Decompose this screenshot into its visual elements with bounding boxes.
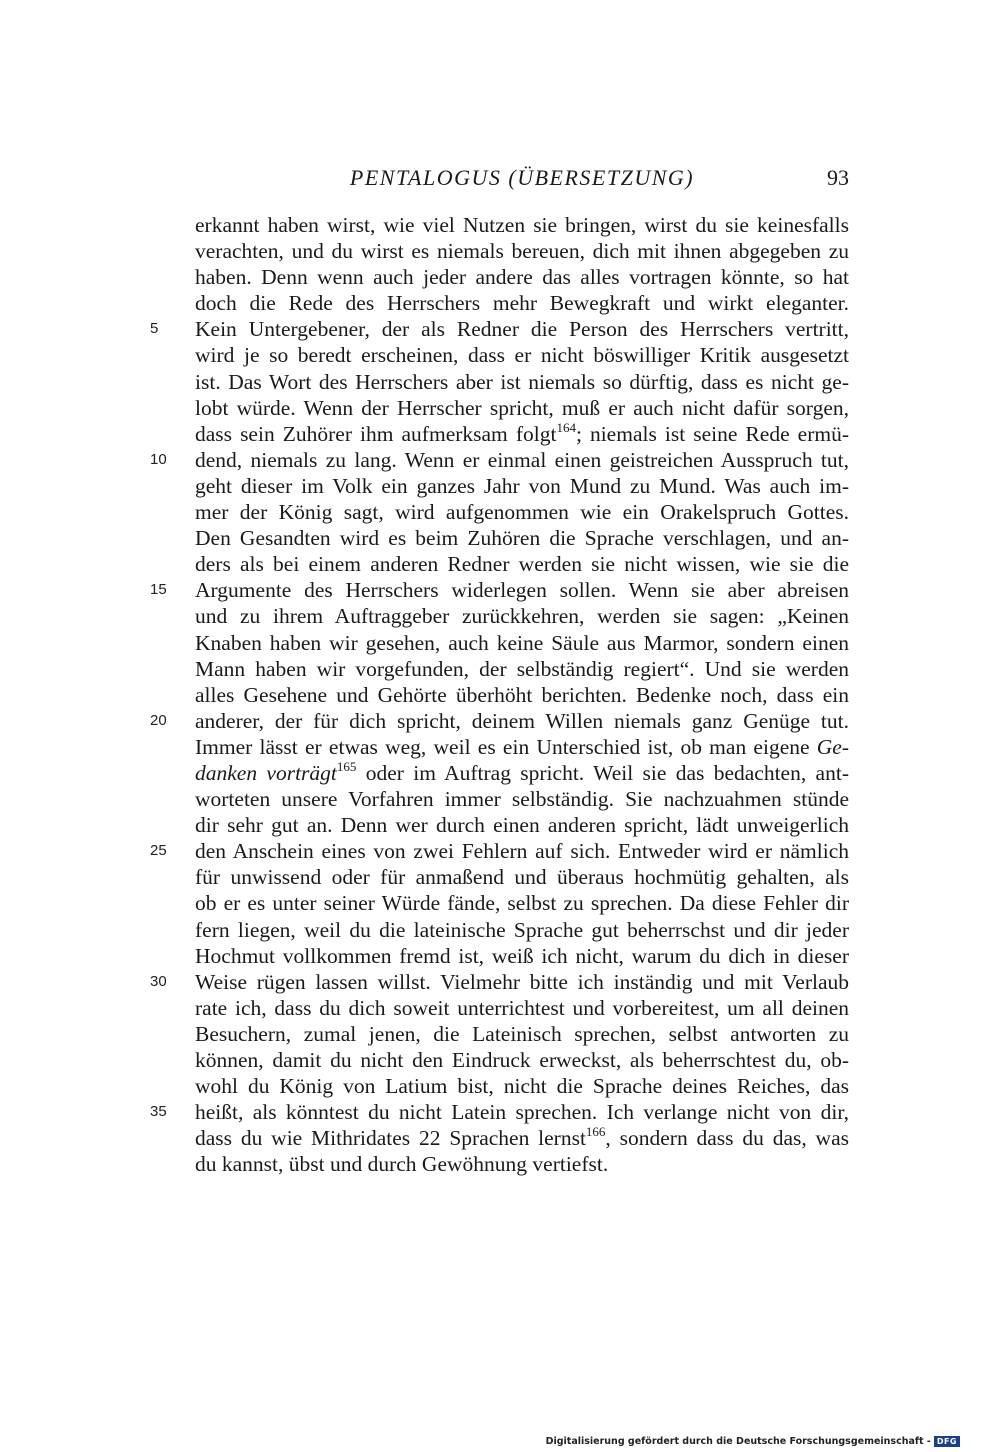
text-segment: anderer, der für dich spricht, deinem Willen niemals ganz Genüge tut. [195,708,849,733]
line-number: 15 [150,581,167,599]
text-line [195,995,849,1021]
text-segment: haben. Denn wenn auch jeder andere das alles vortragen könnte, so hat [195,265,849,290]
text-line [195,812,849,838]
text-line [195,943,849,969]
text-line [150,838,849,864]
text-line [150,1099,849,1125]
dfg-logo-icon: DFG [934,1436,960,1447]
text-segment: Den Gesandten wird es beim Zuhören die Sprache verschlagen, und an- [195,526,849,551]
italic-text: danken vorträgt [195,760,337,785]
text-segment: Besuchern, zumal jenen, die Lateinisch sprechen, selbst antworten zu [195,1021,849,1046]
text-line [195,264,849,290]
text-segment: doch die Rede des Herrschers mehr Bewegkraft und wirkt eleganter. [195,291,849,316]
text-line [195,786,849,812]
text-segment: Knaben haben wir gesehen, auch keine Säule aus Marmor, sondern einen [195,630,849,655]
text-segment: dend, niemals zu lang. Wenn er einmal einen geistreichen Ausspruch tut, [195,447,849,472]
body-text [150,212,849,1177]
text-segment: verachten, und du wirst es niemals bereuen, dich mit ihnen abgegeben zu [195,239,849,264]
text-segment: , sondern dass du das, was [605,1126,849,1151]
footnote-marker: 165 [336,758,357,774]
text-segment: dass sein Zuhörer ihm aufmerksam folgt [195,421,557,446]
text-line [195,656,849,682]
text-segment: fern liegen, weil du die lateinische Sprache gut beherrschst und dir jeder [195,917,849,942]
page-number: 93 [827,165,849,190]
line-number: 20 [150,711,167,729]
text-line [195,734,849,760]
funding-footer [546,1433,960,1449]
text-segment: alles Gesehene und Gehörte überhöht berichten. Bedenke noch, dass ein [195,682,849,707]
text-line [195,1125,849,1151]
text-line [195,630,849,656]
text-line [195,551,849,577]
text-line [195,1021,849,1047]
text-segment: dir sehr gut an. Denn wer durch einen anderen spricht, lädt unweigerlich [195,813,849,838]
text-segment: ist. Das Wort des Herrschers aber ist niemals so dürftig, dass es nicht ge- [195,369,849,394]
text-segment: den Anschein eines von zwei Fehlern auf sich. Entweder wird er nämlich [195,839,849,864]
line-number: 5 [150,320,159,338]
text-line [195,525,849,551]
text-line [195,290,849,316]
text-line [195,760,849,786]
text-segment: du kannst, übst und durch Gewöhnung vertiefst. [195,1152,609,1177]
text-line [195,1073,849,1099]
text-segment: Hochmut vollkommen fremd ist, weiß ich nicht, warum du dich in dieser [195,943,849,968]
line-number: 25 [150,842,167,860]
text-segment: Argumente des Herrschers widerlegen sollen. Wenn sie aber abreisen [195,578,849,603]
line-number: 35 [150,1103,167,1121]
text-segment: Immer lässt er etwas weg, weil es ein Unterschied ist, ob man eigene [195,734,817,759]
text-segment: Weise rügen lassen willst. Vielmehr bitte ich inständig und mit Verlaub [195,969,849,994]
text-line [195,682,849,708]
line-number: 10 [150,450,167,468]
text-line [195,238,849,264]
text-segment: lobt würde. Wenn der Herrscher spricht, muß er auch nicht dafür sorgen, [195,395,849,420]
footnote-marker: 164 [556,419,576,435]
text-line [150,708,849,734]
text-line [195,395,849,421]
text-segment: geht dieser im Volk ein ganzes Jahr von Mund zu Mund. Was auch im- [195,473,849,498]
text-segment: heißt, als könntest du nicht Latein sprechen. Ich verlange nicht von dir, [195,1100,849,1125]
text-segment: worteten unsere Vorfahren immer selbständig. Sie nachzuahmen stünde [195,787,849,812]
text-line [195,499,849,525]
text-line [195,212,849,238]
italic-text: Ge- [816,734,849,759]
text-segment: ; niemals ist seine Rede ermü- [575,421,849,446]
line-number: 30 [150,972,167,990]
text-segment: ders als bei einem anderen Redner werden sie nicht wissen, wie sie die [195,552,849,577]
text-segment: Kein Untergebener, der als Redner die Person des Herrschers vertritt, [195,317,849,342]
text-line [195,864,849,890]
text-line [195,1047,849,1073]
running-head [195,163,849,195]
running-head-title: PENTALOGUS (ÜBERSETZUNG) [349,165,695,190]
text-line [150,577,849,603]
text-segment: rate ich, dass du dich soweit unterrichtest und vorbereitest, um all deinen [195,995,849,1020]
text-segment: oder im Auftrag spricht. Weil sie das bedachten, ant- [356,760,849,785]
text-segment: ob er es unter seiner Würde fände, selbst zu sprechen. Da diese Fehler dir [195,891,849,916]
text-line [195,890,849,916]
text-line [195,603,849,629]
text-segment: erkannt haben wirst, wie viel Nutzen sie bringen, wirst du sie keinesfalls [195,213,849,237]
text-line [195,369,849,395]
text-segment: wird je so beredt erscheinen, dass er nicht böswilliger Kritik ausgesetzt [195,343,849,368]
text-line [150,316,849,342]
text-segment: für unwissend oder für anmaßend und überaus hochmütig gehalten, als [195,865,849,890]
text-line [195,342,849,368]
text-segment: können, damit du nicht den Eindruck erweckst, als beherrschtest du, ob- [195,1048,849,1072]
text-segment: mer der König sagt, wird aufgenommen wie ein Orakelspruch Gottes. [195,500,849,525]
text-line [195,421,849,447]
text-line [195,1151,849,1177]
footnote-marker: 166 [585,1124,606,1140]
text-line [150,969,849,995]
text-line [195,473,849,499]
text-segment: Mann haben wir vorgefunden, der selbständig regiert“. Und sie werden [195,656,849,681]
funding-text: Digitalisierung gefördert durch die Deutsche Forschungsgemeinschaft - [545,1435,931,1447]
text-segment: wohl du König von Latium bist, nicht die Sprache deines Reiches, das [195,1074,849,1099]
text-line [150,447,849,473]
text-segment: dass du wie Mithridates 22 Sprachen lernst [195,1126,586,1151]
text-line [195,917,849,943]
text-segment: und zu ihrem Auftraggeber zurückkehren, werden sie sagen: „Keinen [195,604,849,629]
